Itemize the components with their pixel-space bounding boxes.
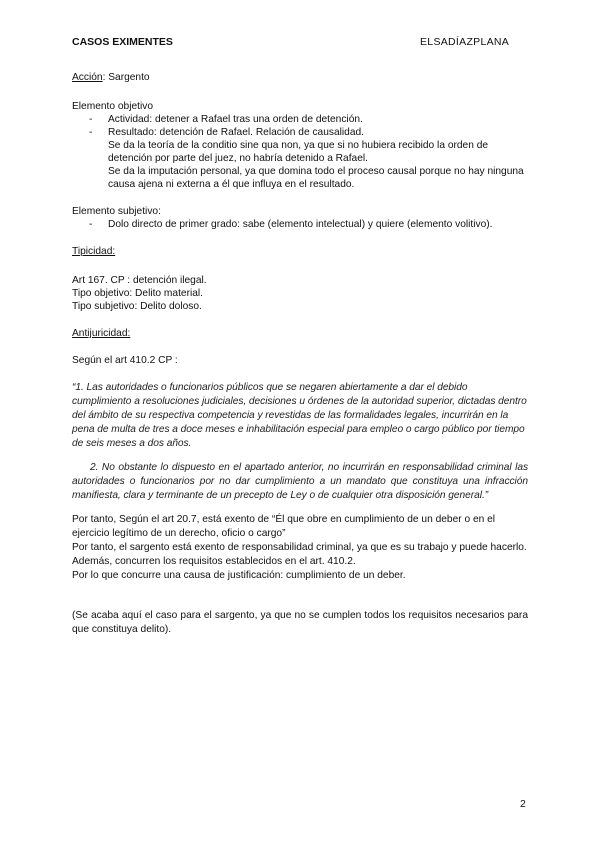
list-item: - Resultado: detención de Rafael. Relación de causalidad. bbox=[72, 126, 528, 139]
subjetivo-list bbox=[72, 218, 528, 231]
objetivo-list bbox=[72, 113, 528, 139]
header-author: ELSADÍAZPLANA bbox=[420, 36, 510, 48]
objetivo-paragraph: Se da la teoría de la conditio sine qua non, ya que si no hubiera recibido la orden de detención por parte del juez, no habría detenido a Rafael. bbox=[108, 140, 489, 164]
conclusion-line: Por lo que concurre una causa de justificación: cumplimiento de un deber. bbox=[72, 570, 406, 581]
tipicidad-line: Tipo subjetivo: Delito doloso. bbox=[72, 301, 202, 312]
objetivo-paragraph: Se da la imputación personal, ya que domina todo el proceso causal porque no hay ninguna causa ajena ni externa a él que influya en el resultado. bbox=[108, 166, 524, 190]
quote-paragraph-1: “1. Las autoridades o funcionarios públicos que se negaren abiertamente a dar el debido cumplimiento a resoluciones judiciales, decisiones u órdenes de la autoridad superior, dictadas dentro del ámbito de su respectiva competencia y revestidas de las formalidades legales, incurrirán en la pena de multa de tres a doce meses e inhabilitación especial para empleo o cargo público por tiempo de seis meses a dos años. bbox=[72, 382, 527, 449]
header-title: CASOS EXIMENTES bbox=[72, 36, 173, 48]
tipicidad-line: Art 167. CP : detención ilegal. bbox=[72, 275, 207, 286]
page-number: 2 bbox=[520, 798, 526, 810]
quote-paragraph-2: 2. No obstante lo dispuesto en el apartado anterior, no incurrirán en responsabilidad criminal las autoridades o funcionarios por no dar cumplimiento a un mandato que constituya una infracción manifiesta, clara y terminante de un precepto de Ley o de cualquier otra disposición general.” bbox=[72, 462, 528, 501]
tipicidad-heading: Tipicidad: bbox=[72, 246, 116, 257]
closing-paragraph: (Se acaba aquí el caso para el sargento, ya que no se cumplen todos los requisitos necesarios para que constituya delito). bbox=[72, 610, 528, 635]
accion-line bbox=[72, 71, 528, 84]
conclusion-line: Por tanto, el sargento está exento de responsabilidad criminal, ya que es su trabajo y puede hacerlo. Además, concurren los requisitos establecidos en el art. 410.2. bbox=[72, 542, 527, 567]
list-item: - Actividad: detener a Rafael tras una orden de detención. bbox=[72, 113, 528, 126]
accion-value: : Sargento bbox=[102, 72, 150, 83]
antijuricidad-intro: Según el art 410.2 CP : bbox=[72, 355, 178, 366]
antijuricidad-heading: Antijuricidad: bbox=[72, 328, 131, 339]
accion-label: Acción bbox=[72, 72, 103, 83]
document-body bbox=[72, 71, 528, 637]
conclusion-line: Por tanto, Según el art 20.7, está exento de “Él que obre en cumplimiento de un deber o en el ejercicio legítimo de un derecho, oficio o cargo” bbox=[72, 514, 496, 539]
subjetivo-heading: Elemento subjetivo: bbox=[72, 206, 161, 217]
list-item: - Dolo directo de primer grado: sabe (elemento intelectual) y quiere (elemento volitivo). bbox=[72, 218, 528, 231]
objetivo-heading: Elemento objetivo bbox=[72, 101, 153, 112]
tipicidad-line: Tipo objetivo: Delito material. bbox=[72, 288, 203, 299]
